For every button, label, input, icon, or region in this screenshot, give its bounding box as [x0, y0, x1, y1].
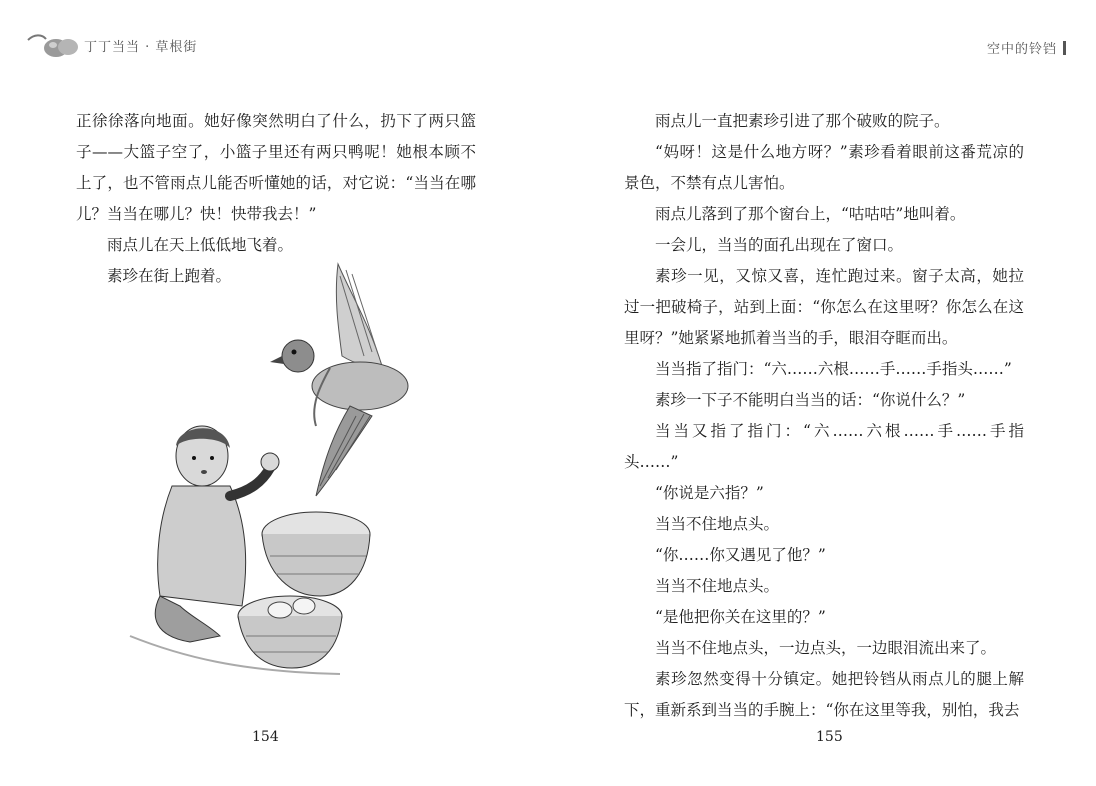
paragraph: 当当又指了指门：“六……六根……手……手指头……” — [624, 422, 1024, 471]
paragraph: “是他把你关在这里的？” — [655, 608, 826, 626]
paragraph: 雨点儿一直把素珍引进了那个破败的院子。 — [655, 112, 950, 130]
header-bar — [1063, 41, 1066, 55]
paragraph: 当当不住地点头，一边点头，一边眼泪流出来了。 — [655, 639, 997, 657]
series-title: 丁丁当当 · 草根街 — [84, 39, 198, 55]
chapter-title: 空中的铃铛 — [986, 42, 1057, 57]
right-body-text — [624, 106, 1024, 726]
page-number: 154 — [252, 729, 279, 745]
paragraph: 正徐徐落向地面。她好像突然明白了什么，扔下了两只篮子——大篮子空了，小篮子里还有两只鸭呢！她根本顾不上了，也不管雨点儿能否听懂她的话，对它说：“当当在哪儿？当当在哪儿？快！快带我去！” — [76, 112, 476, 223]
paragraph: 雨点儿落到了那个窗台上，“咕咕咕”地叫着。 — [655, 205, 966, 223]
pigeon-and-girl-illustration-icon — [120, 256, 445, 676]
paragraph: 一会儿，当当的面孔出现在了窗口。 — [655, 236, 904, 254]
paragraph: 当当不住地点头。 — [655, 577, 780, 595]
page-number: 155 — [816, 729, 843, 745]
paragraph: “你说是六指？” — [655, 484, 764, 502]
paragraph: 当当指了指门：“六……六根……手……手指头……” — [655, 360, 1012, 378]
paragraph: 雨点儿在天上低低地飞着。 — [107, 236, 294, 254]
paragraph: 当当不住地点头。 — [655, 515, 780, 533]
right-page — [548, 0, 1096, 786]
paragraph: “妈呀！这是什么地方呀？”素珍看着眼前这番荒凉的景色，不禁有点儿害怕。 — [624, 143, 1024, 192]
paragraph: 素珍在街上跑着。 — [107, 267, 232, 285]
paragraph: 素珍一见，又惊又喜，连忙跑过来。窗子太高，她拉过一把破椅子，站到上面：“你怎么在这里呀？你怎么在这里呀？”她紧紧地抓着当当的手，眼泪夺眶而出。 — [624, 267, 1024, 347]
paragraph: “你……你又遇见了他？” — [655, 546, 826, 564]
paragraph: 素珍忽然变得十分镇定。她把铃铛从雨点儿的腿上解下，重新系到当当的手腕上：“你在这里等我，别怕，我去 — [624, 670, 1024, 719]
paragraph: 素珍一下子不能明白当当的话：“你说什么？” — [655, 391, 966, 409]
running-header-right — [987, 38, 1066, 57]
running-header-left — [26, 30, 197, 60]
gourd-logo-icon — [26, 30, 80, 60]
